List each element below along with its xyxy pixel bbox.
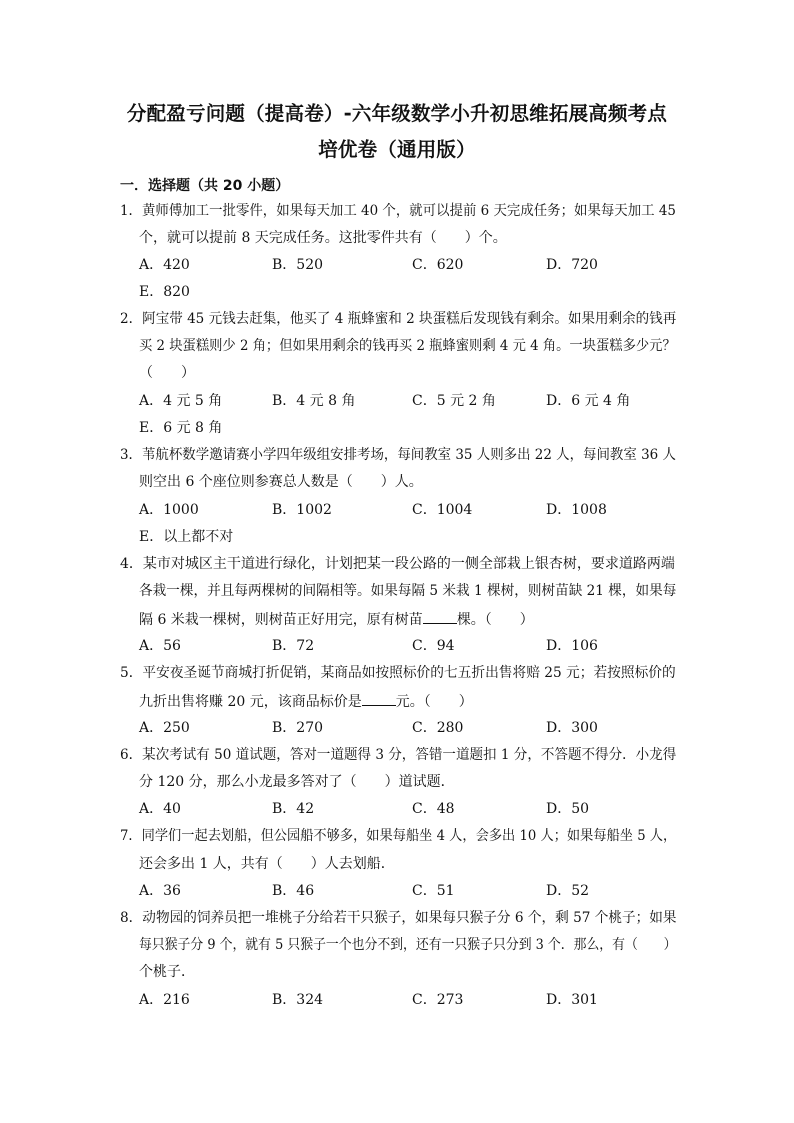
- question-6-option-d: D．50: [546, 801, 590, 817]
- question-7-option-b: B．46: [272, 883, 315, 899]
- question-4-option-a: A．56: [139, 638, 181, 654]
- question-7-option-c: C．51: [412, 883, 455, 899]
- question-5-line-2-end: 元。（ ）: [395, 694, 473, 710]
- question-2-option-d: D．6 元 4 角: [546, 393, 631, 409]
- question-1-line-1: 1．黄师傅加工一批零件，如果每天加工 40 个，就可以提前 6 天完成任务；如果每天加工 45: [120, 203, 676, 219]
- question-3-option-b: B．1002: [272, 502, 332, 518]
- question-8-option-c: C．273: [412, 992, 464, 1008]
- question-8-line-2: 每只猴子分 9 个，就有 5 只猴子一个也分不到，还有一只猴子只分到 3 个．那么，有（ ）: [139, 937, 677, 953]
- question-1-option-b: B．520: [272, 257, 324, 273]
- question-4-option-d: D．106: [546, 638, 598, 654]
- question-3-option-a: A．1000: [139, 502, 199, 518]
- question-5-option-c: C．280: [412, 720, 464, 736]
- question-2-option-e: E．6 元 8 角: [139, 420, 223, 436]
- question-4-line-3-end: 棵。（ ）: [456, 612, 534, 628]
- question-6-option-b: B．42: [272, 801, 315, 817]
- question-5-option-a: A．250: [139, 720, 190, 736]
- question-3-line-2: 则空出 6 个座位则参赛总人数是（ ）人。: [139, 474, 423, 490]
- question-6-line-1: 6．某次考试有 50 道试题，答对一道题得 3 分，答错一道题扣 1 分，不答题不得分．小龙得: [120, 747, 677, 763]
- question-8-option-b: B．324: [272, 992, 324, 1008]
- question-3-line-1: 3．苇航杯数学邀请赛小学四年级组安排考场，每间教室 35 人则多出 22 人，每间教室 36 人: [120, 447, 676, 463]
- question-7-line-1: 7．同学们一起去划船，但公园船不够多，如果每船坐 4 人，会多出 10 人；如果每船坐 5 人，: [120, 828, 677, 844]
- question-8-option-a: A．216: [139, 992, 190, 1008]
- answer-blank: [362, 691, 396, 706]
- question-3-option-d: D．1008: [546, 502, 607, 518]
- question-8-line-1: 8．动物园的饲养员把一堆桃子分给若干只猴子，如果每只猴子分 6 个，剩 57 个桃子；如果: [120, 910, 677, 926]
- document-title-line1: 分配盈亏问题（提高卷）-六年级数学小升初思维拓展高频考点: [126, 102, 668, 125]
- answer-blank: [423, 609, 457, 624]
- question-2-line-3: （ ）: [139, 365, 195, 381]
- question-5-line-1: 5．平安夜圣诞节商城打折促销，某商品如按照标价的七五折出售将赔 25 元；若按照标价的: [120, 665, 676, 681]
- question-2-option-a: A．4 元 5 角: [139, 393, 223, 409]
- question-2-option-b: B．4 元 8 角: [272, 393, 356, 409]
- document-title-line2: 培优卷（通用版）: [318, 138, 476, 161]
- question-6-line-2: 分 120 分，那么小龙最多答对了（ ）道试题．: [139, 774, 455, 790]
- section-heading: 一．选择题（共 20 小题）: [120, 178, 290, 194]
- question-4-line-3: [139, 609, 534, 629]
- question-4-option-c: C．94: [412, 638, 455, 654]
- question-3-option-e: E．以上都不对: [139, 529, 234, 545]
- question-3-option-c: C．1004: [412, 502, 473, 518]
- question-4-line-2: 各栽一棵，并且每两棵树的间隔相等。如果每隔 5 米栽 1 棵树，则树苗缺 21 棵，如果每: [139, 583, 677, 599]
- question-7-option-a: A．36: [139, 883, 181, 899]
- question-6-option-c: C．48: [412, 801, 455, 817]
- question-7-line-2: 还会多出 1 人，共有（ ）人去划船．: [139, 856, 395, 872]
- question-4-line-1: 4．某市对城区主干道进行绿化，计划把某一段公路的一侧全部栽上银杏树，要求道路两端: [120, 556, 675, 572]
- question-8-option-d: D．301: [546, 992, 598, 1008]
- question-4-option-b: B．72: [272, 638, 315, 654]
- question-5-option-d: D．300: [546, 720, 598, 736]
- question-2-option-c: C．5 元 2 角: [412, 393, 496, 409]
- question-2-line-2: 买 2 块蛋糕则少 2 角；但如果用剩余的钱再买 2 瓶蜂蜜则剩 4 元 4 角。一块蛋糕多少元？: [139, 338, 676, 354]
- question-6-option-a: A．40: [139, 801, 181, 817]
- question-1-option-a: A．420: [139, 257, 190, 273]
- question-1-line-2: 个，就可以提前 8 天完成任务。这批零件共有（ ）个。: [139, 230, 507, 246]
- question-5-line-2-start: 九折出售将赚 20 元，该商品标价是: [139, 694, 362, 710]
- question-5-line-2: [139, 691, 473, 711]
- question-5-option-b: B．270: [272, 720, 324, 736]
- question-7-option-d: D．52: [546, 883, 590, 899]
- question-1-option-c: C．620: [412, 257, 464, 273]
- question-8-line-3: 个桃子．: [139, 964, 195, 980]
- question-4-line-3-start: 隔 6 米栽一棵树，则树苗正好用完，原有树苗: [139, 612, 423, 628]
- question-1-option-d: D．720: [546, 257, 598, 273]
- question-2-line-1: 2．阿宝带 45 元钱去赶集，他买了 4 瓶蜂蜜和 2 块蛋糕后发现钱有剩余。如果用剩余的钱再: [120, 311, 677, 327]
- question-1-option-e: E．820: [139, 284, 190, 300]
